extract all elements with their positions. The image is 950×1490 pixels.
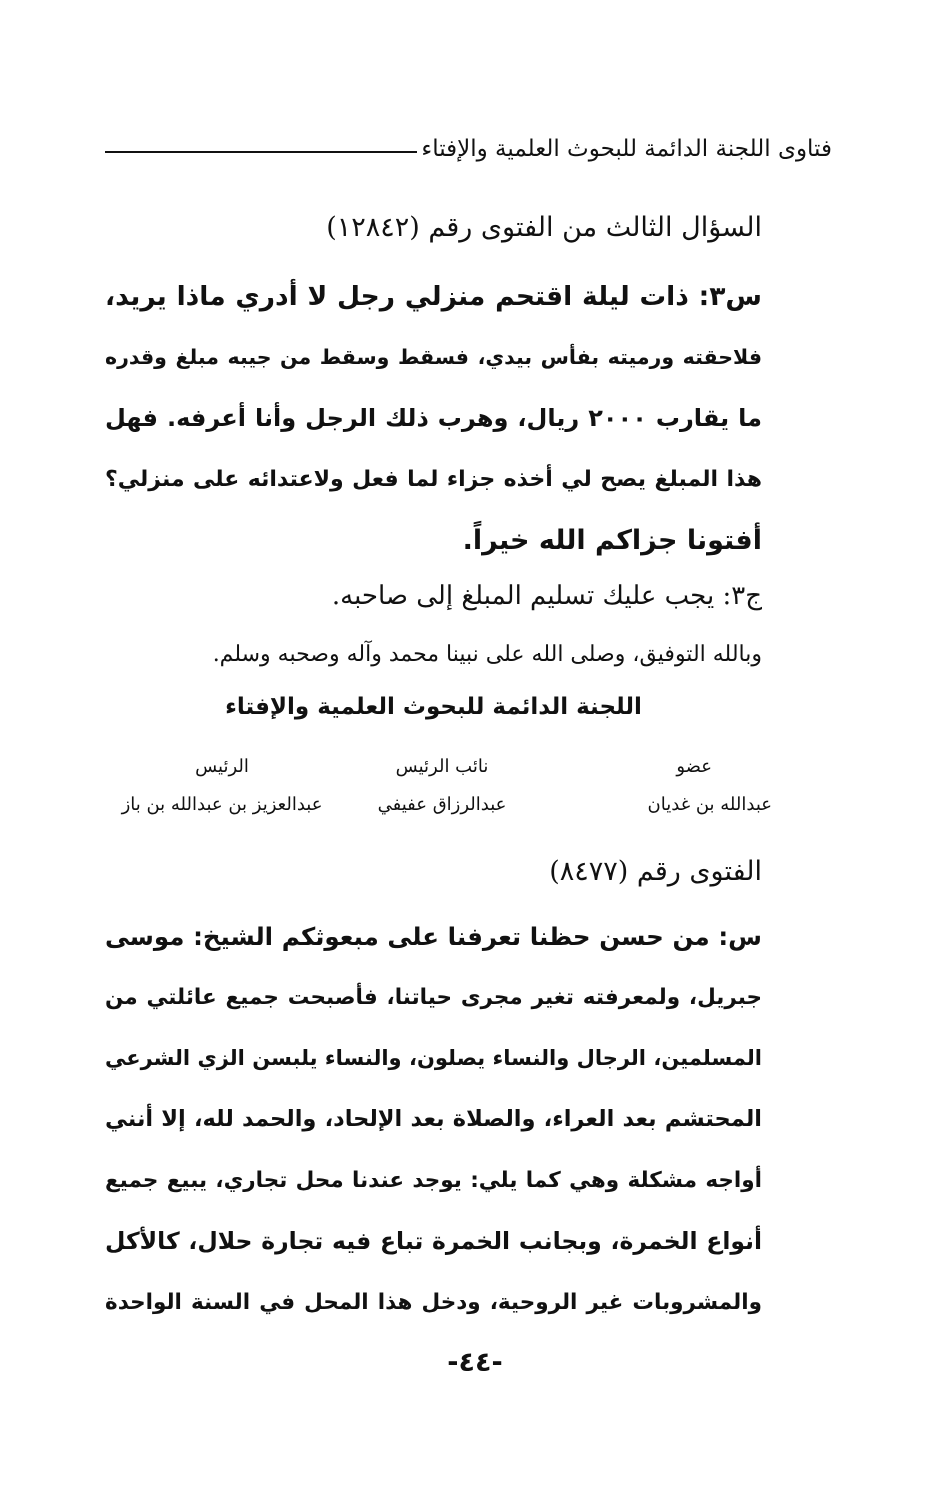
question-line: المسلمين، الرجال والنساء يصلون، والنساء يلبسن الزي الشرعي	[105, 1046, 762, 1070]
running-header-title: فتاوى اللجنة الدائمة للبحوث العلمية والإفتاء	[421, 136, 832, 162]
question-line: س٣: ذات ليلة اقتحم منزلي رجل لا أدري ماذا يريد،	[105, 281, 762, 312]
fatwa-1-reference: السؤال الثالث من الفتوى رقم (١٢٨٤٢)	[326, 212, 762, 243]
question-line: ما يقارب ٢٠٠٠ ريال، وهرب ذلك الرجل وأنا أعرفه. فهل	[105, 404, 763, 432]
signatory-role: عضو	[676, 756, 712, 777]
signatory-member	[612, 748, 772, 824]
signatory-name: عبدالرزاق عفيفي	[377, 794, 507, 815]
question-line: أواجه مشكلة وهي كما يلي: يوجد عندنا محل تجاري، يبيع جميع	[105, 1168, 762, 1193]
page-number: -٤٤-	[447, 1347, 503, 1378]
question-line: س: من حسن حظنا تعرفنا على مبعوثكم الشيخ: موسى	[105, 922, 762, 951]
fatwa-1-closing: وبالله التوفيق، وصلى الله على نبينا محمد وآله وصحبه وسلم.	[212, 642, 762, 667]
question-line: فلاحقته ورميته بفأس بيدي، فسقط وسقط من جيبه مبلغ وقدره	[105, 345, 762, 369]
question-line: المحتشم بعد العراء، والصلاة بعد الإلحاد، والحمد لله، إلا أنني	[105, 1106, 762, 1132]
question-line: هذا المبلغ يصح لي أخذه جزاء لما فعل ولاعتدائه على منزلي؟	[105, 467, 762, 492]
signatory-name: عبدالله بن غديان	[647, 794, 772, 815]
fatwa-1-question	[105, 266, 762, 571]
signatory-role: نائب الرئيس	[395, 756, 489, 777]
question-line: والمشروبات غير الروحية، ودخل هذا المحل في السنة الواحدة	[105, 1290, 762, 1315]
signatory-vice-chair	[342, 748, 542, 824]
fatwa-2-reference: الفتوى رقم (٨٤٧٧)	[549, 856, 762, 887]
fatwa-2-question	[105, 906, 762, 1333]
signatory-chair	[102, 748, 342, 824]
committee-name: اللجنة الدائمة للبحوث العلمية والإفتاء	[225, 694, 642, 720]
signatures	[121, 748, 772, 828]
question-line: جبريل، ولمعرفته تغير مجرى حياتنا، فأصبحت جميع عائلتي من	[105, 985, 762, 1010]
signatory-role: الرئيس	[195, 756, 249, 777]
header-rule	[105, 151, 417, 153]
fatwa-1-answer: ج٣: يجب عليك تسليم المبلغ إلى صاحبه.	[331, 581, 762, 611]
running-header	[105, 132, 832, 166]
question-line: أنواع الخمرة، وبجانب الخمرة تباع فيه تجارة حلال، كالأكل	[105, 1227, 762, 1255]
signatory-name: عبدالعزيز بن عبدالله بن باز	[121, 794, 323, 815]
question-line: أفتونا جزاكم الله خيراً.	[462, 525, 762, 556]
